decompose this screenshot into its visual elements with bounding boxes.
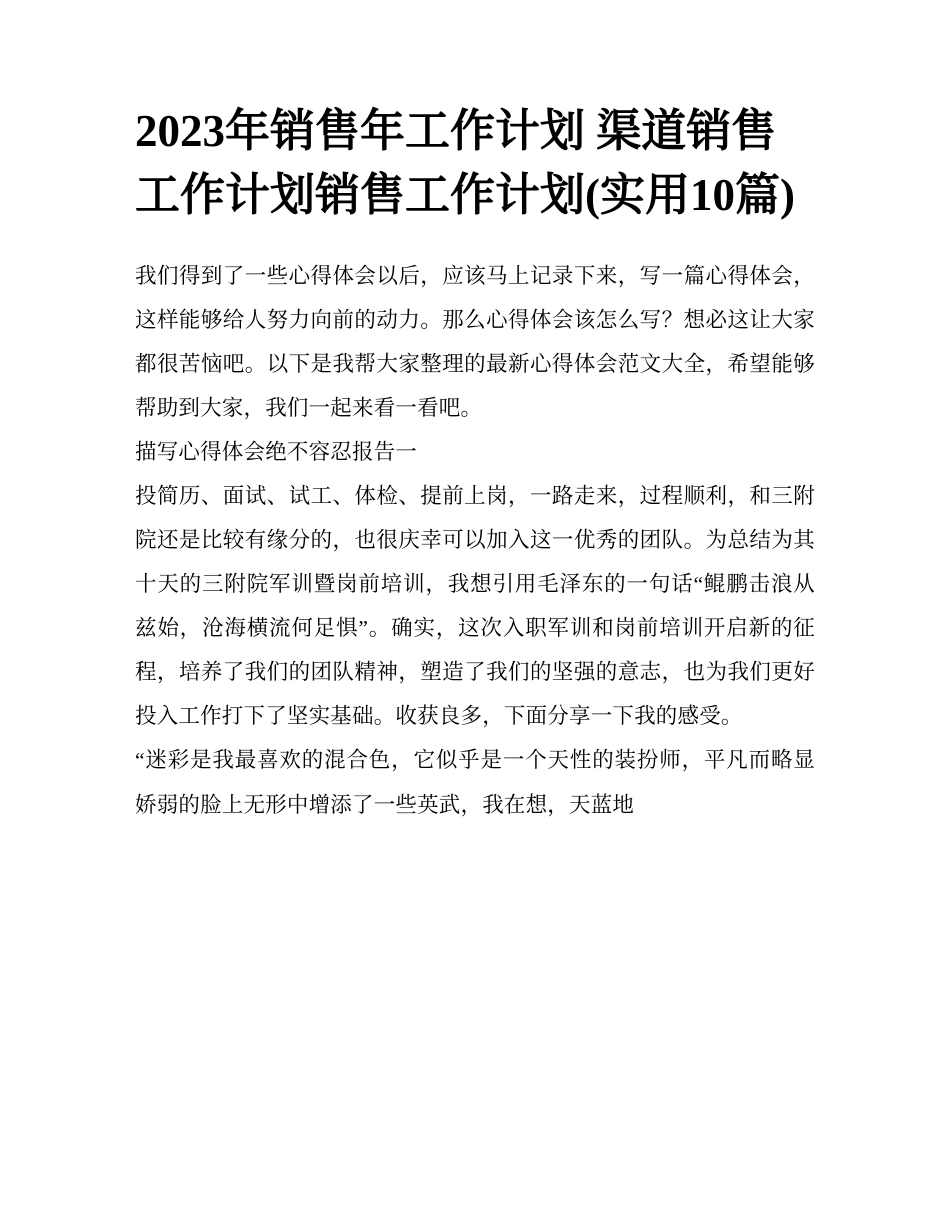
paragraph-2: 描写心得体会绝不容忍报告一 bbox=[135, 440, 418, 465]
paragraph-1: 我们得到了一些心得体会以后，应该马上记录下来，写一篇心得体会，这样能够给人努力向前的动力。那么心得体会该怎么写？想必这让大家都很苦恼吧。以下是我帮大家整理的最新心得体会范文大全，希望能够帮助到大家，我们一起来看一看吧。 bbox=[135, 263, 815, 420]
paragraph-3: 投简历、面试、试工、体检、提前上岗，一路走来，过程顺利，和三附院还是比较有缘分的，也很庆幸可以加入这一优秀的团队。为总结为其十天的三附院军训暨岗前培训，我想引用毛泽东的一句话“鲲鹏击浪从兹始，沧海横流何足惧”。确实，这次入职军训和岗前培训开启新的征程，培养了我们的团队精神，塑造了我们的坚强的意志，也为我们更好投入工作打下了坚实基础。收获良多，下面分享一下我的感受。 bbox=[135, 484, 815, 729]
paragraph-4: “迷彩是我最喜欢的混合色，它似乎是一个天性的装扮师，平凡而略显娇弱的脸上无形中增添了一些英武，我在想，天蓝地 bbox=[135, 748, 815, 817]
page-title: 2023年销售年工作计划 渠道销售工作计划销售工作计划(实用10篇) bbox=[135, 106, 795, 220]
